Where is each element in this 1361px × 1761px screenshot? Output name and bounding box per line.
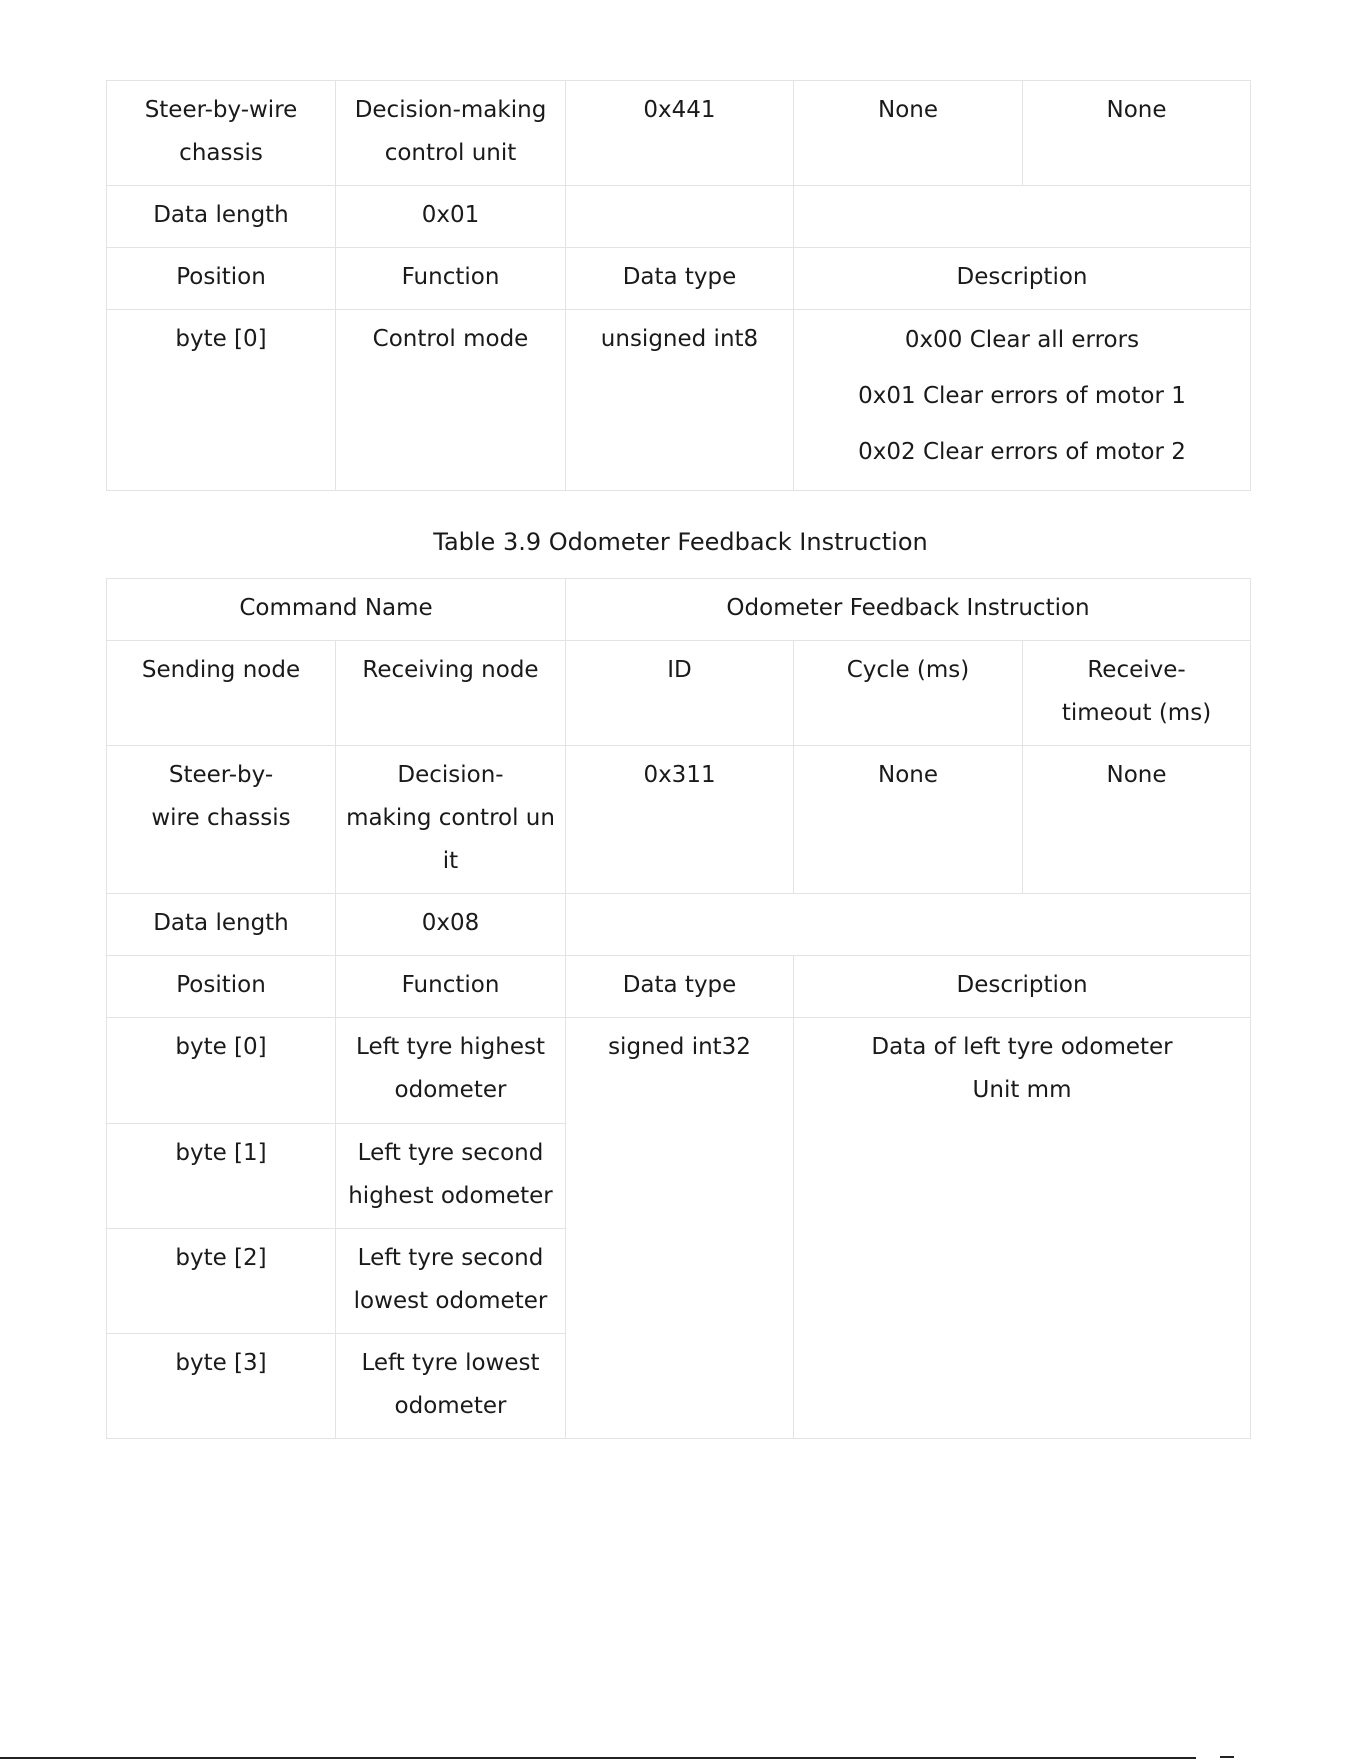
position-cell: byte [0] xyxy=(107,1018,336,1124)
table-row xyxy=(107,579,1251,641)
data-length-value: 0x01 xyxy=(336,186,566,248)
function-cell: Left tyre second highest odometer xyxy=(336,1124,566,1229)
header-id: ID xyxy=(566,641,794,746)
odometer-feedback-table xyxy=(106,578,1251,1439)
header-timeout: Receive- timeout (ms) xyxy=(1023,641,1251,746)
table-row xyxy=(107,1018,1251,1124)
empty-cell xyxy=(566,894,1251,956)
data-length-label: Data length xyxy=(107,186,336,248)
column-header-data-type: Data type xyxy=(566,248,794,310)
column-header-function: Function xyxy=(336,956,566,1018)
data-type-cell: signed int32 xyxy=(566,1018,794,1439)
data-length-label: Data length xyxy=(107,894,336,956)
position-cell: byte [3] xyxy=(107,1334,336,1439)
position-cell: byte [1] xyxy=(107,1124,336,1229)
command-name-value: Odometer Feedback Instruction xyxy=(566,579,1251,641)
function-cell: Control mode xyxy=(336,310,566,491)
id-cell: 0x311 xyxy=(566,746,794,894)
footer-divider xyxy=(0,1757,1196,1759)
function-cell: Left tyre second lowest odometer xyxy=(336,1229,566,1334)
function-cell: Left tyre lowest odometer xyxy=(336,1334,566,1439)
column-header-data-type: Data type xyxy=(566,956,794,1018)
table-row xyxy=(107,310,1251,491)
column-header-position: Position xyxy=(107,248,336,310)
header-cycle: Cycle (ms) xyxy=(794,641,1023,746)
table-row xyxy=(107,956,1251,1018)
table-row xyxy=(107,186,1251,248)
table-row xyxy=(107,248,1251,310)
function-cell: Left tyre highest odometer xyxy=(336,1018,566,1124)
header-receiving-node: Receiving node xyxy=(336,641,566,746)
cycle-cell: None xyxy=(794,81,1023,186)
receiving-node-cell: Decision-making control unit xyxy=(336,81,566,186)
empty-cell xyxy=(566,186,794,248)
table-caption: Table 3.9 Odometer Feedback Instruction xyxy=(433,528,928,556)
description-cell: 0x00 Clear all errors 0x01 Clear errors of motor 1 0x02 Clear errors of motor 2 xyxy=(794,310,1251,491)
empty-cell xyxy=(794,186,1251,248)
column-header-description: Description xyxy=(794,248,1251,310)
clear-errors-table xyxy=(106,80,1251,491)
column-header-position: Position xyxy=(107,956,336,1018)
data-length-value: 0x08 xyxy=(336,894,566,956)
data-type-cell: unsigned int8 xyxy=(566,310,794,491)
position-cell: byte [2] xyxy=(107,1229,336,1334)
cycle-cell: None xyxy=(794,746,1023,894)
table-row xyxy=(107,746,1251,894)
table-row xyxy=(107,894,1251,956)
table-row xyxy=(107,641,1251,746)
footer-divider xyxy=(1220,1756,1234,1758)
description-cell: Data of left tyre odometer Unit mm xyxy=(794,1018,1251,1439)
sending-node-cell: Steer-by- wire chassis xyxy=(107,746,336,894)
table-row xyxy=(107,81,1251,186)
sending-node-cell: Steer-by-wire chassis xyxy=(107,81,336,186)
position-cell: byte [0] xyxy=(107,310,336,491)
timeout-cell: None xyxy=(1023,746,1251,894)
column-header-function: Function xyxy=(336,248,566,310)
header-sending-node: Sending node xyxy=(107,641,336,746)
receiving-node-cell: Decision- making control un it xyxy=(336,746,566,894)
timeout-cell: None xyxy=(1023,81,1251,186)
column-header-description: Description xyxy=(794,956,1251,1018)
id-cell: 0x441 xyxy=(566,81,794,186)
command-name-label: Command Name xyxy=(107,579,566,641)
